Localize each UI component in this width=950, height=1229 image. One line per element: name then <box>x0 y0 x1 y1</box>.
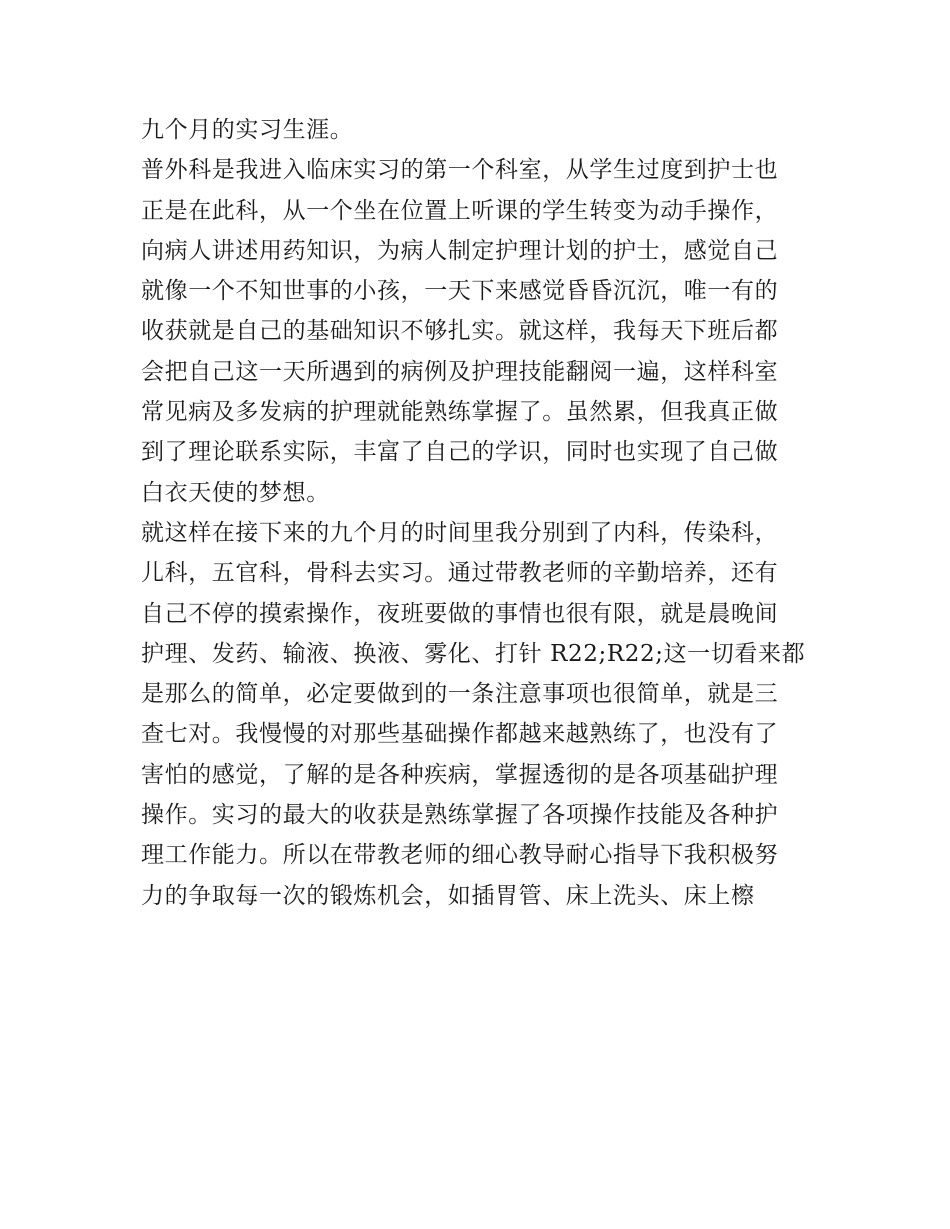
text-line: 普外科是我进入临床实习的第一个科室，从学生过度到护士也 <box>141 157 779 184</box>
text-line: 白衣天使的梦想。 <box>141 479 330 506</box>
text-line: 是那么的简单，必定要做到的一条注意事项也很简单，就是三 <box>141 681 779 708</box>
text-line: 力的争取每一次的锻炼机会，如插胃管、床上洗头、床上檫 <box>141 882 755 909</box>
text-line: 害怕的感觉，了解的是各种疾病，掌握透彻的是各项基础护理 <box>141 761 779 788</box>
text-line: 到了理论联系实际，丰富了自己的学识，同时也实现了自己做 <box>141 439 779 466</box>
text-line: 查七对。我慢慢的对那些基础操作都越来越熟练了，也没有了 <box>141 721 779 748</box>
text-line: 儿科，五官科，骨科去实习。通过带教老师的辛勤培养，还有 <box>141 560 779 587</box>
text-line: 就像一个不知世事的小孩，一天下来感觉昏昏沉沉，唯一有的 <box>141 278 779 305</box>
text-line: 正是在此科，从一个坐在位置上听课的学生转变为动手操作， <box>141 197 779 224</box>
text-line: 九个月的实习生涯。 <box>141 117 354 143</box>
text-line: 常见病及多发病的护理就能熟练掌握了。虽然累，但我真正做 <box>141 399 779 426</box>
text-line: 向病人讲述用药知识，为病人制定护理计划的护士，感觉自己 <box>141 237 779 264</box>
text-line: 操作。实习的最大的收获是熟练掌握了各项操作技能及各种护 <box>141 802 779 829</box>
text-line: 收获就是自己的基础知识不够扎实。就这样，我每天下班后都 <box>141 318 779 345</box>
text-line: 会把自己这一天所遇到的病例及护理技能翻阅一遍，这样科室 <box>141 358 779 385</box>
text-line: 护理、发药、输液、换液、雾化、打针 R22;R22;这一切看来都 <box>141 640 806 667</box>
text-line: 理工作能力。所以在带教老师的细心教导耐心指导下我积极努 <box>141 842 779 869</box>
text-line: 就这样在接下来的九个月的时间里我分别到了内科，传染科， <box>141 519 779 546</box>
text-line: 自己不停的摸索操作，夜班要做的事情也很有限，就是晨晚间 <box>141 600 779 627</box>
body-text <box>141 110 821 916</box>
